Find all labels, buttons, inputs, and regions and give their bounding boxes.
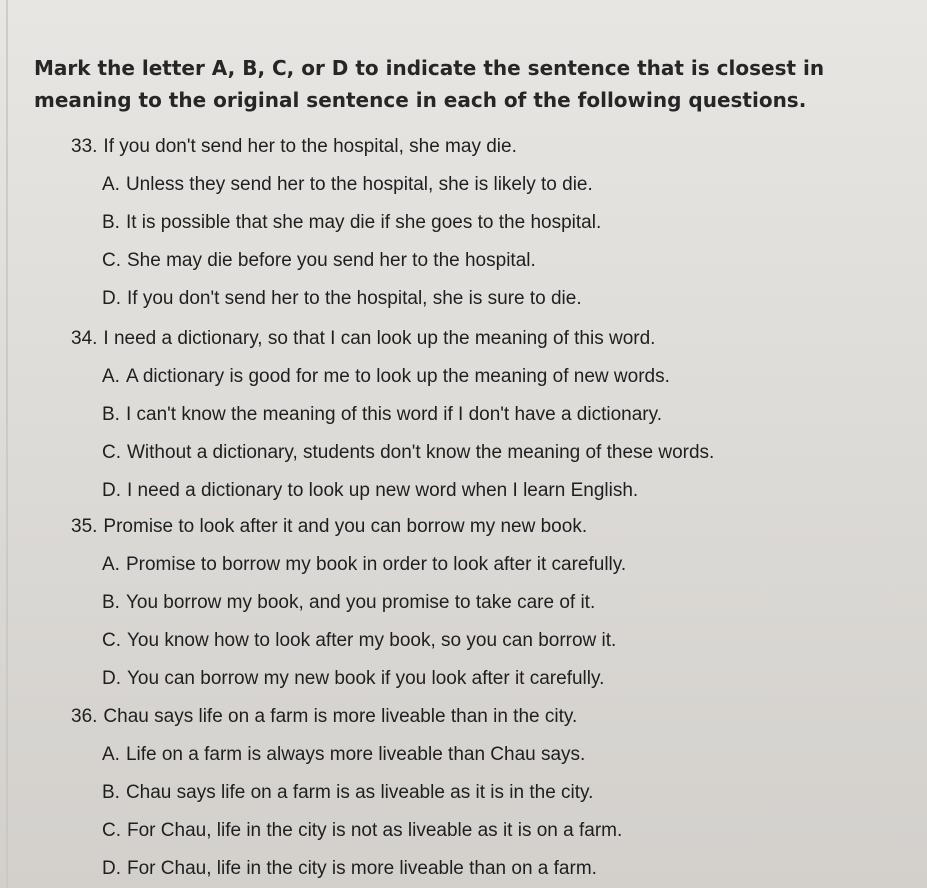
option-letter: D. [102, 288, 121, 309]
question-text: I need a dictionary, so that I can look up the meaning of this word. [103, 328, 656, 349]
option-letter: D. [102, 480, 121, 501]
option-c[interactable] [102, 434, 891, 472]
instruction-text: Mark the letter A, B, C, or D to indicate the sentence that is closest in meaning to the original sentence in each of the following questions. [34, 56, 825, 112]
option-a[interactable] [102, 358, 891, 396]
option-letter: C. [102, 630, 121, 651]
question-number: 35. [71, 516, 98, 537]
option-text: You know how to look after my book, so you can borrow it. [127, 630, 617, 651]
option-d[interactable] [102, 850, 891, 888]
option-c[interactable] [102, 622, 891, 660]
option-letter: A. [102, 366, 120, 387]
option-c[interactable] [102, 242, 891, 280]
option-d[interactable] [102, 472, 891, 510]
option-letter: C. [102, 250, 121, 271]
option-a[interactable] [102, 166, 891, 204]
option-letter: A. [102, 744, 120, 765]
option-letter: B. [102, 782, 120, 803]
option-text: I can't know the meaning of this word if I don't have a dictionary. [125, 404, 662, 425]
option-text: If you don't send her to the hospital, she is sure to die. [127, 288, 582, 309]
option-letter: B. [102, 404, 120, 425]
question-35 [71, 508, 891, 698]
option-b[interactable] [102, 396, 891, 434]
option-d[interactable] [102, 280, 891, 318]
option-d[interactable] [102, 660, 891, 698]
option-text: She may die before you send her to the hospital. [127, 250, 536, 271]
option-text: Without a dictionary, students don't know the meaning of these words. [127, 442, 715, 463]
option-text: For Chau, life in the city is not as liveable as it is on a farm. [127, 820, 623, 841]
option-letter: D. [102, 668, 121, 689]
question-text: Chau says life on a farm is more liveable than in the city. [103, 706, 578, 727]
option-letter: D. [102, 858, 121, 879]
option-c[interactable] [102, 812, 891, 850]
question-number: 36. [71, 706, 98, 727]
option-letter: B. [102, 592, 120, 613]
option-text: Chau says life on a farm is as liveable as it is in the city. [125, 782, 594, 803]
option-letter: C. [102, 820, 121, 841]
question-33 [71, 128, 891, 318]
option-b[interactable] [102, 584, 891, 622]
question-number: 34. [71, 328, 98, 349]
option-text: I need a dictionary to look up new word when I learn English. [127, 480, 639, 501]
question-number: 33. [71, 136, 98, 157]
option-text: Life on a farm is always more liveable than Chau says. [125, 744, 586, 765]
question-stem [71, 698, 891, 736]
question-34 [71, 320, 891, 510]
question-stem [71, 320, 891, 358]
question-text: Promise to look after it and you can borrow my new book. [103, 516, 588, 537]
option-b[interactable] [102, 204, 891, 242]
option-a[interactable] [102, 736, 891, 774]
option-text: For Chau, life in the city is more liveable than on a farm. [127, 858, 597, 879]
option-a[interactable] [102, 546, 891, 584]
option-letter: B. [102, 212, 120, 233]
option-text: Unless they send her to the hospital, she is likely to die. [125, 174, 593, 195]
option-text: A dictionary is good for me to look up the meaning of new words. [125, 366, 670, 387]
question-stem [71, 128, 891, 166]
question-text: If you don't send her to the hospital, she may die. [103, 136, 517, 157]
option-text: It is possible that she may die if she goes to the hospital. [125, 212, 602, 233]
question-36 [71, 698, 891, 888]
option-text: You borrow my book, and you promise to take care of it. [125, 592, 596, 613]
option-letter: A. [102, 174, 120, 195]
option-letter: C. [102, 442, 121, 463]
question-stem [71, 508, 891, 546]
option-letter: A. [102, 554, 120, 575]
option-b[interactable] [102, 774, 891, 812]
option-text: Promise to borrow my book in order to look after it carefully. [125, 554, 627, 575]
option-text: You can borrow my new book if you look after it carefully. [127, 668, 605, 689]
